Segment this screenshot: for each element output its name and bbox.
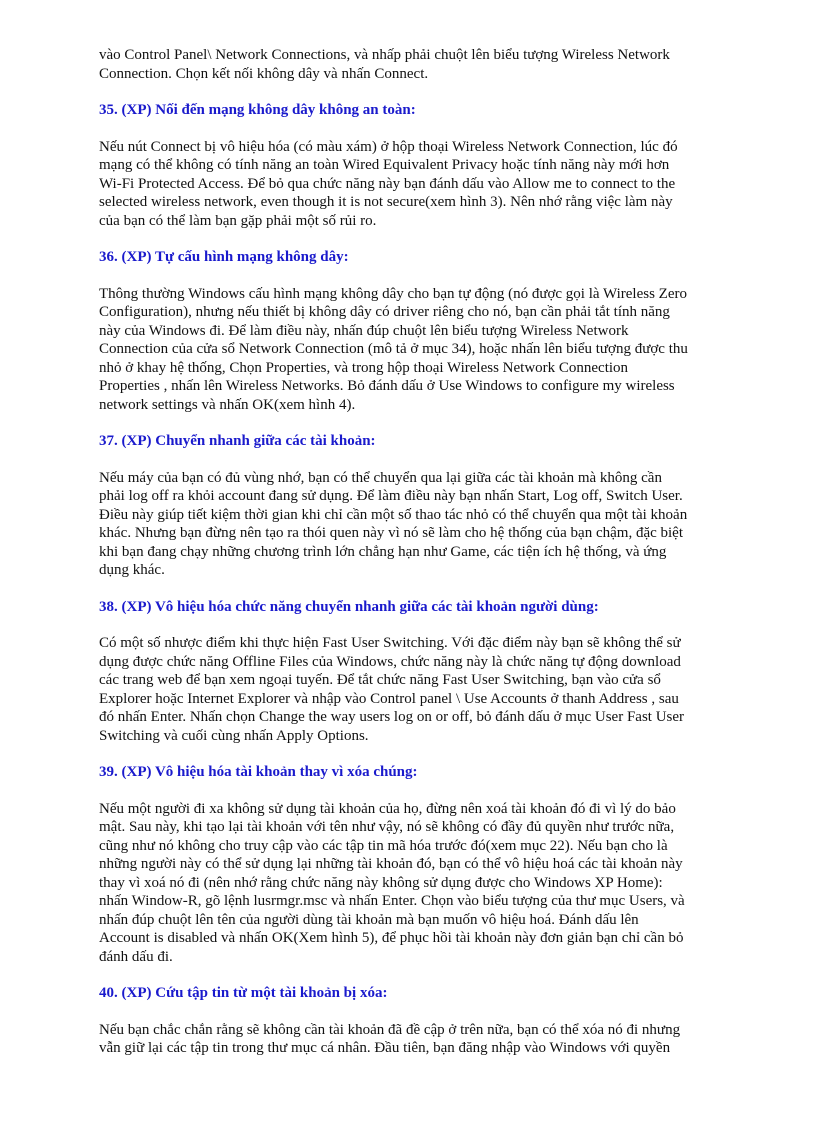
section-body-35 <box>99 138 739 231</box>
text-line: vẫn giữ lại các tập tin trong thư mục cá nhân. Đầu tiên, bạn đăng nhập vào Windows với quyền <box>99 1040 671 1056</box>
intro-paragraph <box>99 46 739 83</box>
text-line: Nếu nút Connect bị vô hiệu hóa (có màu xám) ở hộp thoại Wireless Network Connection, lúc đó <box>99 138 678 155</box>
text-line: đánh dấu đi. <box>99 948 173 965</box>
text-line: selected wireless network, even though it is not secure(xem hình 3). Nên nhớ rằng việc làm này <box>99 194 673 210</box>
text-line: dụng khác. <box>99 562 165 578</box>
section-body-37 <box>99 469 739 580</box>
text-line: Điều này giúp tiết kiệm thời gian khi chỉ cần một số thao tác nhỏ có thể chuyển qua một tài khoản <box>99 506 688 523</box>
text-line: mạng có thể không có tính năng an toàn Wired Equivalent Privacy hoặc tính năng này mới hơn <box>99 157 670 173</box>
text-line: Configuration), nhưng nếu thiết bị không dây có driver riêng cho nó, bạn cần phải tắt tính năng <box>99 304 670 320</box>
text-line: những người này có thể sử dụng lại những tài khoản đó, bạn có thể vô hiệu hoá các tài khoản này <box>99 856 683 872</box>
text-line: vào Control Panel\ Network Connections, và nhấp phải chuột lên biểu tượng Wireless Network <box>99 47 670 63</box>
section-body-38 <box>99 634 739 745</box>
text-line: network settings và nhấn OK(xem hình 4). <box>99 396 356 413</box>
text-line: này của Windows đi. Để làm điều này, nhấn đúp chuột lên biểu tượng Wireless Network <box>99 322 629 339</box>
text-line: Connection. Chọn kết nối không dây và nhấn Connect. <box>99 65 429 82</box>
text-line: của bạn có thể làm bạn gặp phải một số rủi ro. <box>99 212 377 229</box>
text-line: cũng như nó không cho truy cập vào các tập tin mã hóa trước đó(xem mục 22). Nếu bạn cho là <box>99 837 668 854</box>
text-line: Properties , nhấn lên Wireless Networks. Bỏ đánh dấu ở Use Windows to configure my wireless <box>99 378 675 394</box>
section-body-40 <box>99 1021 739 1058</box>
text-line: Connection của cửa sổ Network Connection (mô tả ở mục 34), hoặc nhấn lên biểu tượng được thu <box>99 341 688 357</box>
text-line: các trang web để bạn xem ngoại tuyến. Để tắt chức năng Fast User Switching, bạn vào cửa sổ <box>99 672 661 688</box>
section-body-39 <box>99 800 739 967</box>
section-heading-37: 37. (XP) Chuyển nhanh giữa các tài khoản: <box>99 433 376 449</box>
text-line: Thông thường Windows cấu hình mạng không dây cho bạn tự động (nó được gọi là Wireless Zero <box>99 285 687 302</box>
text-line: nhấn đúp chuột lên tên của người dùng tài khoản mà bạn muốn vô hiệu hoá. Đánh dấu lên <box>99 911 639 928</box>
text-line: phải log off ra khỏi account đang sử dụng. Để làm điều này bạn nhấn Start, Log off, Switch User. <box>99 488 683 504</box>
section-body-36 <box>99 285 739 415</box>
text-line: Nếu bạn chắc chắn rằng sẽ không cần tài khoản đã đề cập ở trên nữa, bạn có thể xóa nó đi nhưng <box>99 1021 681 1038</box>
text-line: thay vì xoá nó đi (nên nhớ rằng chức năng này không sử dụng được cho Windows XP Home): <box>99 874 663 891</box>
section-heading-35: 35. (XP) Nối đến mạng không dây không an toàn: <box>99 102 416 118</box>
text-line: Có một số nhược điểm khi thực hiện Fast User Switching. Với đặc điểm này bạn sẽ không thể sử <box>99 635 681 651</box>
section-heading-36: 36. (XP) Tự cấu hình mạng không dây: <box>99 249 349 265</box>
text-line: Account is disabled và nhấn OK(Xem hình 5), để phục hồi tài khoản này đơn giản bạn chỉ cần bỏ <box>99 930 684 946</box>
section-heading-38: 38. (XP) Vô hiệu hóa chức năng chuyển nhanh giữa các tài khoản người dùng: <box>99 598 599 615</box>
text-line: nhỏ ở khay hệ thống, Chọn Properties, và trong hộp thoại Wireless Network Connection <box>99 359 629 376</box>
text-line: Wi-Fi Protected Access. Để bỏ qua chức năng này bạn đánh dấu vào Allow me to connect to the <box>99 175 676 192</box>
text-line: nhấn Window-R, gõ lệnh lusrmgr.msc và nhấn Enter. Chọn vào biểu tượng của thư mục Users, và <box>99 893 685 909</box>
text-line: đó nhấn Enter. Nhấn chọn Change the way users log on or off, bỏ đánh dấu ở mục User Fast User <box>99 709 685 725</box>
text-line: mật. Sau này, khi tạo lại tài khoản với tên như vậy, nó sẽ không có đầy đủ quyền như trước nữa, <box>99 819 675 835</box>
section-heading-40: 40. (XP) Cứu tập tin từ một tài khoản bị xóa: <box>99 985 388 1001</box>
section-heading-39: 39. (XP) Vô hiệu hóa tài khoản thay vì xóa chúng: <box>99 764 418 780</box>
document-page <box>99 46 739 1058</box>
text-line: Nếu máy của bạn có đủ vùng nhớ, bạn có thể chuyển qua lại giữa các tài khoản mà không cần <box>99 469 662 486</box>
text-line: Switching và cuối cùng nhấn Apply Options. <box>99 727 369 744</box>
text-line: khi bạn đang chạy những chương trình lớn chẳng hạn như Game, các tiện ích hệ thống, và ứng <box>99 543 667 560</box>
text-line: Explorer hoặc Internet Explorer và nhập vào Control panel \ Use Accounts ở thanh Address , sau <box>99 690 679 707</box>
text-line: khác. Nhưng bạn đừng nên tạo ra thói quen này vì nó sẽ làm cho hệ thống của bạn chậm, đặc biệt <box>99 525 684 541</box>
text-line: dụng được chức năng Offline Files của Windows, chức năng này là chức năng tự động download <box>99 653 681 670</box>
text-line: Nếu một người đi xa không sử dụng tài khoản của họ, đừng nên xoá tài khoản đó đi vì lý do bảo <box>99 800 676 817</box>
